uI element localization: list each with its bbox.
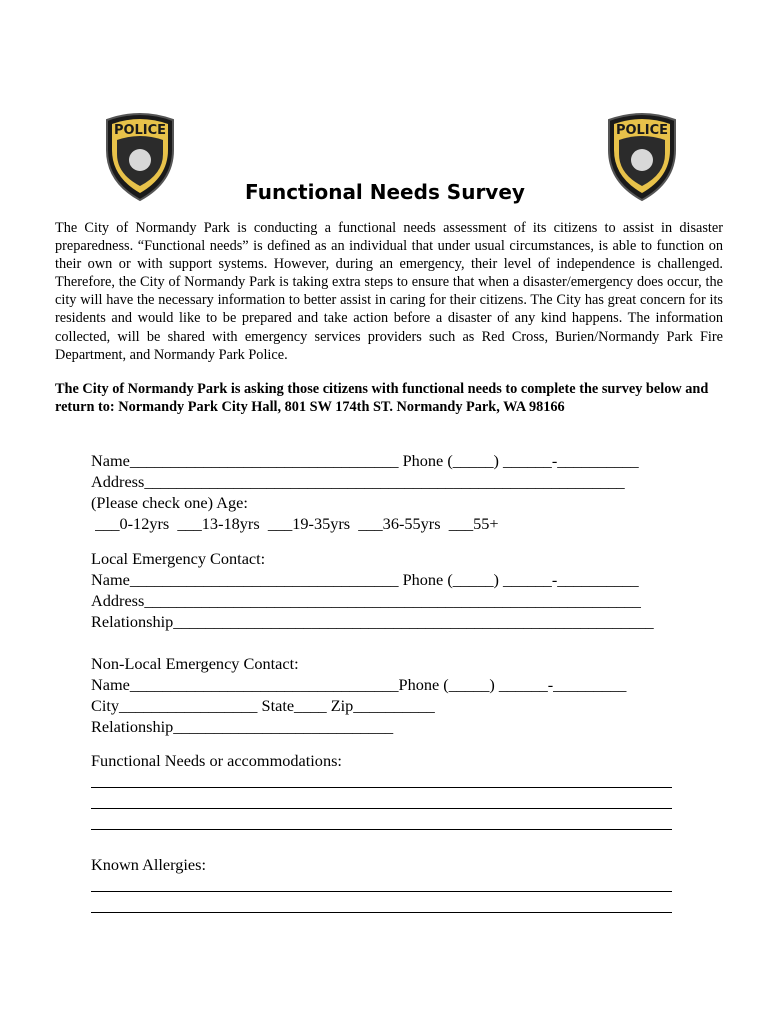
allergies-heading: Known Allergies: <box>91 855 207 874</box>
page-title: Functional Needs Survey <box>245 180 525 204</box>
age-label: (Please check one) Age: <box>91 493 248 512</box>
functional-needs-line-2[interactable] <box>91 808 672 809</box>
allergies-line-2[interactable] <box>91 912 672 913</box>
nonlocal-name-phone-field[interactable]: Name_________________________________Phone (_____) ______-_________ <box>91 675 627 694</box>
local-relationship-field[interactable]: Relationship___________________________________________________________ <box>91 612 654 631</box>
nonlocal-city-state-zip-field[interactable]: City_________________ State____ Zip__________ <box>91 696 435 715</box>
svg-text:POLICE: POLICE <box>113 123 167 138</box>
return-instruction: The City of Normandy Park is asking those citizens with functional needs to complete the survey below and return to: Normandy Park City Hall, 801 SW 174th ST. Normandy Park, WA 98166 <box>55 381 709 416</box>
name-phone-field[interactable]: Name_________________________________ Phone (_____) ______-__________ <box>91 451 639 470</box>
nonlocal-relationship-field[interactable]: Relationship___________________________ <box>91 717 394 736</box>
local-address-field[interactable]: Address_____________________________________________________________ <box>91 591 641 610</box>
functional-needs-heading: Functional Needs or accommodations: <box>91 751 342 770</box>
address-field[interactable]: Address___________________________________________________________ <box>91 472 625 491</box>
intro-paragraph: The City of Normandy Park is conducting a functional needs assessment of its citizens to assist in disaster preparedness. “Functional needs” is defined as an individual that under usual circumstances, is able to function on their own or with support systems. However, during an emergency, their level of independence is challenged. Therefore, the City of Normandy Park is taking extra steps to ensure that when a disaster/emergency does occur, the city will have the necessary information to better assist in caring for their citizens. The City has great concern for its residents and would like to be prepared and take action before a disaster of any kind happens. The information collected, will be shared with emergency services providers such as Red Cross, Burien/Normandy Park Fire Department, and Normandy Park Police. <box>55 220 723 363</box>
nonlocal-contact-heading: Non-Local Emergency Contact: <box>91 654 299 673</box>
allergies-line-1[interactable] <box>91 891 672 892</box>
local-name-phone-field[interactable]: Name_________________________________ Phone (_____) ______-__________ <box>91 570 639 589</box>
functional-needs-line-1[interactable] <box>91 787 672 788</box>
svg-text:POLICE: POLICE <box>615 123 669 138</box>
age-options[interactable]: ___0-12yrs ___13-18yrs ___19-35yrs ___36-55yrs ___55+ <box>91 514 499 533</box>
local-contact-heading: Local Emergency Contact: <box>91 549 266 568</box>
functional-needs-line-3[interactable] <box>91 829 672 830</box>
